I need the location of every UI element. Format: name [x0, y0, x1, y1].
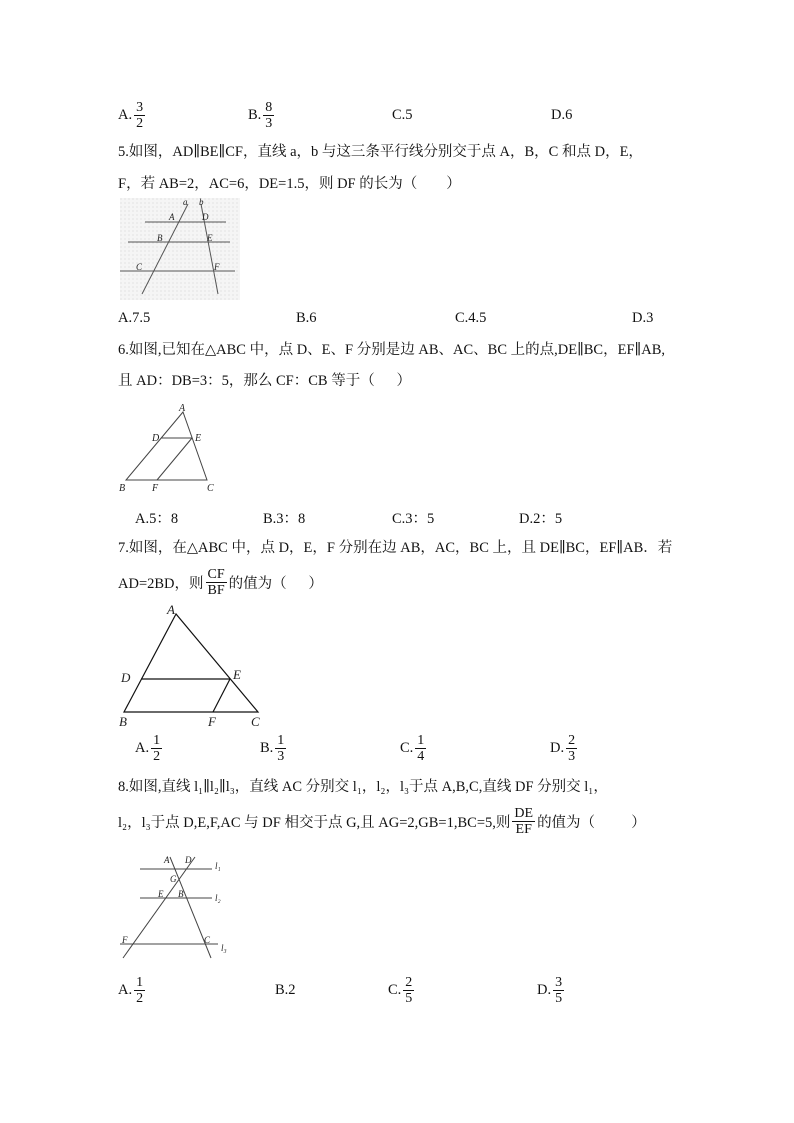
q6-figure: [118, 402, 218, 494]
fraction: [134, 975, 145, 1006]
q8-option-d: [537, 974, 566, 1006]
option-label: A.: [135, 739, 150, 756]
numerator: 1: [417, 732, 425, 748]
label-b: b: [199, 197, 204, 207]
label-A: A: [179, 403, 186, 414]
label-D: D: [121, 670, 131, 685]
q7-text-line-1: 7.如图，在△ABC 中，点 D，E，F 分别在边 AB，AC，BC 上，且 DE∥BC，EF∥AB．若: [118, 540, 673, 556]
denominator: 2: [136, 115, 144, 131]
q8-text-line-1: 8.如图,直线 l₁∥l₂∥l₃，直线 AC 分别交 l₁，l₂，l₃于点 A,B,C,直线 DF 分别交 l₁，: [118, 779, 608, 795]
q7-option-a: [135, 732, 164, 764]
q7-line-2-prefix: AD=2BD，则: [118, 575, 204, 592]
fraction: [403, 975, 414, 1006]
q8-line-2-suffix: 的值为（ ）: [537, 814, 646, 831]
denominator: 2: [153, 748, 161, 764]
label-C: C: [204, 935, 211, 945]
label-A: A: [169, 212, 175, 222]
fraction: [512, 806, 535, 837]
fraction: [415, 733, 426, 764]
q5-option-b: B.6: [296, 309, 317, 326]
denominator: 3: [568, 748, 576, 764]
q6-option-c: C.3：5: [392, 510, 435, 527]
q5-option-c: C.4.5: [455, 309, 487, 326]
numerator: 1: [277, 732, 285, 748]
numerator: 3: [136, 99, 144, 115]
label-E: E: [158, 889, 164, 899]
q7-option-b: [260, 732, 288, 764]
segment-ef: [213, 679, 230, 712]
label-C: C: [251, 714, 260, 729]
label-F: F: [208, 714, 216, 729]
q7-option-c: [400, 732, 428, 764]
option-label: D.: [550, 739, 565, 756]
q6-text-line-1: 6.如图,已知在△ABC 中，点 D、E、F 分别是边 AB、AC、BC 上的点,DE∥BC，EF∥AB,: [118, 342, 665, 358]
triangle-abc: [126, 412, 207, 480]
q5-figure: [120, 198, 240, 300]
q8-line-2-prefix: l₂，l₃于点 D,E,F,AC 与 DF 相交于点 G,且 AG=2,GB=1,BC=5,则: [118, 814, 511, 831]
label-C: C: [207, 483, 214, 494]
triangle-abc: [124, 614, 258, 712]
prev-option-c: C.5: [392, 106, 413, 123]
q7-option-d: [550, 732, 579, 764]
label-A: A: [164, 855, 170, 865]
label-B: B: [157, 233, 163, 243]
q8-option-a: [118, 974, 147, 1006]
denominator: 4: [417, 748, 425, 764]
prev-option-d: D.6: [551, 106, 573, 123]
option-label: B.: [260, 739, 274, 756]
fraction: [134, 100, 145, 131]
numerator: 2: [405, 974, 413, 990]
numerator: 2: [568, 732, 576, 748]
q7-text-line-2: [118, 566, 323, 598]
label-E: E: [207, 233, 213, 243]
q6-option-b: B.3：8: [263, 510, 306, 527]
fraction: [553, 975, 564, 1006]
label-a: a: [183, 197, 188, 207]
label-B: B: [119, 483, 126, 494]
label-F: F: [214, 262, 220, 272]
prev-option-b: [248, 99, 276, 131]
q5-option-d: D.3: [632, 309, 654, 326]
label-B: B: [119, 714, 127, 729]
denominator: 3: [277, 748, 285, 764]
denominator: BF: [207, 582, 225, 598]
label-D: D: [152, 433, 160, 444]
numerator: 3: [555, 974, 563, 990]
denominator: 5: [555, 990, 563, 1006]
q7-line-2-suffix: 的值为（ ）: [228, 575, 323, 592]
label-l3: l₃: [221, 943, 227, 953]
label-l2: l₂: [215, 893, 221, 903]
label-E: E: [233, 667, 241, 682]
fraction: [263, 100, 274, 131]
q6-option-a: A.5：8: [135, 510, 179, 527]
q7-figure: [118, 603, 264, 730]
label-F: F: [152, 483, 159, 494]
q8-option-b: B.2: [275, 981, 296, 998]
q5-text-line-1: 5.如图，AD∥BE∥CF，直线 a，b 与这三条平行线分别交于点 A，B，C 和点 D，E，: [118, 144, 643, 160]
line-df: [123, 857, 195, 958]
label-C: C: [136, 262, 143, 272]
q8-text-line-2: [118, 805, 646, 837]
q6-option-d: D.2：5: [519, 510, 563, 527]
option-label: D.: [537, 981, 552, 998]
option-label: A.: [118, 106, 133, 123]
q6-text-line-2: 且 AD：DB=3：5，那么 CF：CB 等于（ ）: [118, 373, 411, 389]
figure-background: [120, 198, 240, 300]
option-label: A.: [118, 981, 133, 998]
label-B: B: [178, 889, 184, 899]
denominator: 3: [265, 115, 273, 131]
numerator: 1: [136, 974, 144, 990]
fraction: [206, 567, 227, 598]
label-E: E: [195, 433, 202, 444]
q5-text-line-2: F，若 AB=2，AC=6，DE=1.5，则 DF 的长为（ ）: [118, 176, 461, 192]
numerator: CF: [207, 566, 225, 582]
option-label: B.: [248, 106, 262, 123]
label-F: F: [122, 935, 128, 945]
numerator: 1: [153, 732, 161, 748]
fraction: [151, 733, 162, 764]
q8-option-c: [388, 974, 416, 1006]
q8-figure: [118, 852, 236, 960]
label-A: A: [167, 602, 175, 617]
fraction: [566, 733, 577, 764]
option-label: C.: [400, 739, 414, 756]
prev-option-a: [118, 99, 147, 131]
fraction: [275, 733, 286, 764]
denominator: 2: [136, 990, 144, 1006]
label-G: G: [170, 874, 177, 884]
label-D: D: [202, 212, 209, 222]
numerator: DE: [514, 805, 534, 821]
label-D: D: [185, 855, 192, 865]
segment-ef: [157, 438, 192, 480]
option-label: C.: [388, 981, 402, 998]
label-l1: l₁: [215, 861, 221, 871]
q5-option-a: A.7.5: [118, 309, 151, 326]
denominator: 5: [405, 990, 413, 1006]
numerator: 8: [265, 99, 273, 115]
denominator: EF: [515, 821, 532, 837]
